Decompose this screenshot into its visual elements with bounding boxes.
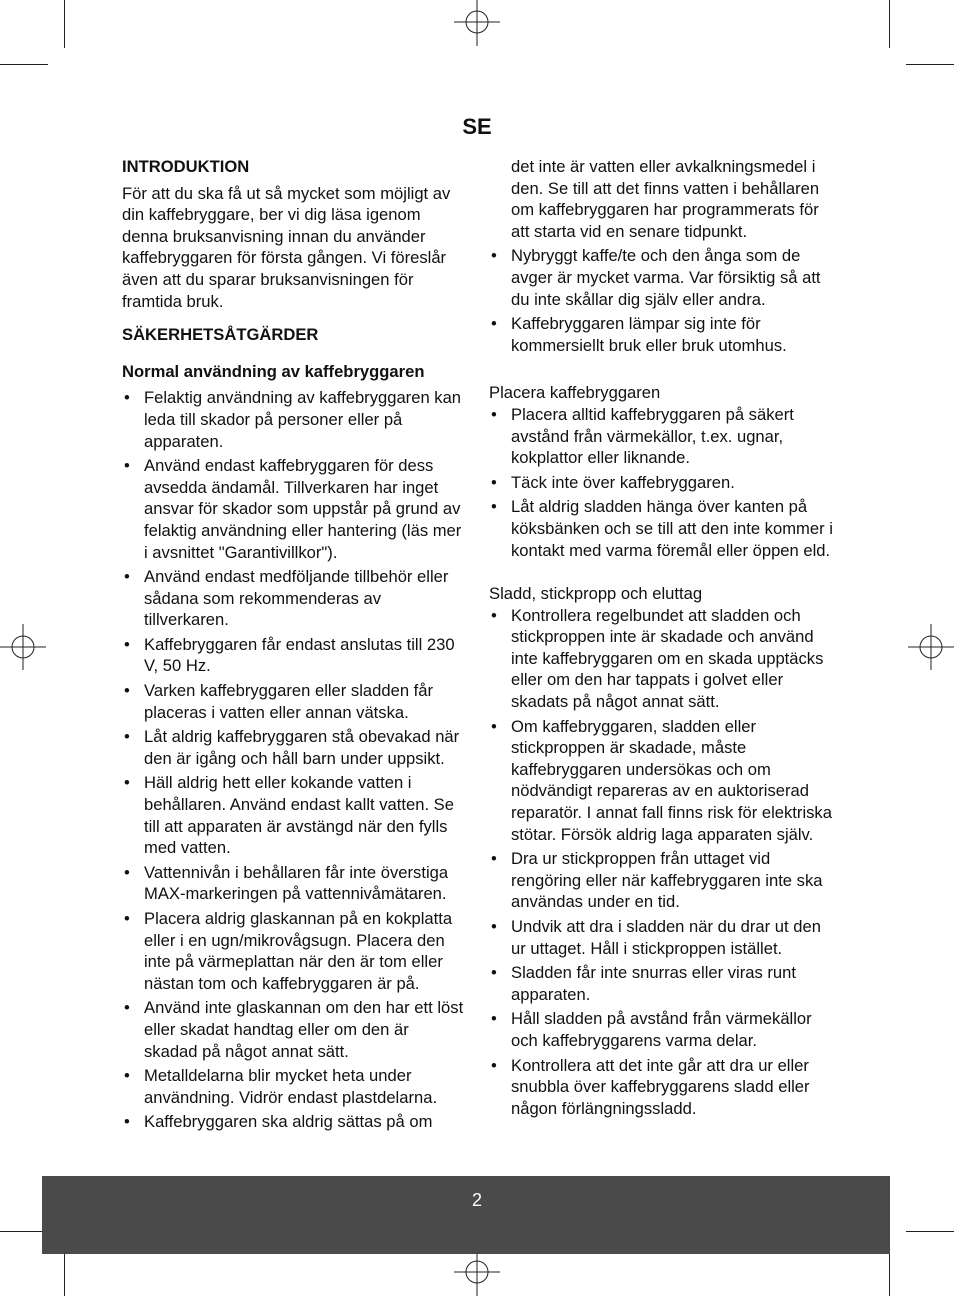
list-item: • Täck inte över kaffebryggaren. xyxy=(489,472,835,494)
registration-mark-top-icon xyxy=(454,0,500,46)
continued-paragraph: det inte är vatten eller avkalkningsmedel i den. Se till att det finns vatten i behållaren om kaffebryggaren har programmerats för att starta vid en senare tidpunkt. xyxy=(511,157,820,241)
list-item: • Placera aldrig glaskannan på en kokplatta eller i en ugn/mikrovågsugn. Placera den inte på värmeplattan när den är tom eller nästan tom och kaffebryggaren är på. xyxy=(122,908,464,994)
language-heading: SE xyxy=(462,114,492,139)
list-item: • Låt aldrig sladden hänga över kanten på köksbänken och se till att den inte kommer i kontakt med varma föremål eller öppen eld. xyxy=(489,496,835,561)
normal-use-list xyxy=(122,387,464,1133)
list-item: • Nybryggt kaffe/te och den ånga som de avger är mycket varma. Var försiktig så att du inte skållar dig själv eller andra. xyxy=(489,245,835,310)
list-item: • Använd inte glaskannan om den har ett löst eller skadat handtag eller om den är skadad på något annat sätt. xyxy=(122,997,464,1062)
list-item: • Undvik att dra i sladden när du drar ut den ur uttaget. Håll i stickproppen istället. xyxy=(489,916,835,959)
crop-mark-bottom-right-h xyxy=(906,1231,954,1232)
list-item: • Häll aldrig hett eller kokande vatten i behållaren. Använd endast kallt vatten. Se till att apparaten är avstängd när den fylls med vatten. xyxy=(122,772,464,858)
list-item: • Låt aldrig kaffebryggaren stå obevakad när den är igång och håll barn under uppsikt. xyxy=(122,726,464,769)
list-item: • Metalldelarna blir mycket heta under användning. Vidrör endast plastdelarna. xyxy=(122,1065,464,1108)
continued-list xyxy=(489,245,835,356)
list-item: • Kaffebryggaren ska aldrig sättas på om xyxy=(122,1111,464,1133)
list-item: • Placera alltid kaffebryggaren på säkert avstånd från värmekällor, t.ex. ugnar, kokplattor eller liknande. xyxy=(489,404,835,469)
placement-heading: Placera kaffebryggaren xyxy=(489,383,661,403)
crop-mark-top-right-h xyxy=(906,64,954,65)
registration-mark-bottom-icon xyxy=(454,1250,500,1296)
registration-mark-right-icon xyxy=(908,624,954,670)
list-item: • Kaffebryggaren får endast anslutas till 230 V, 50 Hz. xyxy=(122,634,464,677)
intro-heading: INTRODUKTION xyxy=(122,157,250,176)
cord-heading: Sladd, stickpropp och eluttag xyxy=(489,584,703,604)
cord-list xyxy=(489,605,835,1120)
right-column xyxy=(489,156,835,1135)
crop-mark-top-left-v xyxy=(64,0,65,48)
crop-mark-bottom-right-v xyxy=(889,1248,890,1296)
crop-mark-top-right-v xyxy=(889,0,890,48)
list-item: • Dra ur stickproppen från uttaget vid rengöring eller när kaffebryggaren inte ska användas under en tid. xyxy=(489,848,835,913)
list-item: • Varken kaffebryggaren eller sladden får placeras i vatten eller annan vätska. xyxy=(122,680,464,723)
list-item: • Använd endast medföljande tillbehör eller sådana som rekommenderas av tillverkaren. xyxy=(122,566,464,631)
intro-paragraph: För att du ska få ut så mycket som möjligt av din kaffebryggare, ber vi dig läsa igenom denna bruksanvisning innan du använder kaffebryggaren för första gången. Vi föreslår även att du sparar bruksanvisningen för framtida bruk. xyxy=(122,183,451,311)
list-item: • Använd endast kaffebryggaren för dess avsedda ändamål. Tillverkaren har inget ansvar för skador som uppstår på grund av felaktig användning eller hantering (läs mer i avsnittet "Garantivillkor"). xyxy=(122,455,464,563)
list-item: • Kontrollera regelbundet att sladden och stickproppen inte är skadade och använd inte kaffebryggaren om en skada upptäcks eller om den har tappats i golvet eller skadats på något annat sätt. xyxy=(489,605,835,713)
normal-use-heading: Normal användning av kaffebryggaren xyxy=(122,361,425,381)
list-item: • Sladden får inte snurras eller viras runt apparaten. xyxy=(489,962,835,1005)
page-number: 2 xyxy=(471,1190,482,1210)
footer-band xyxy=(42,1176,890,1254)
list-item: • Kontrollera att det inte går att dra ur eller snubbla över kaffebryggarens sladd eller någon förlängningssladd. xyxy=(489,1055,835,1120)
list-item: • Felaktig användning av kaffebryggaren kan leda till skador på personer eller på apparaten. xyxy=(122,387,464,452)
safety-heading: SÄKERHETSÅTGÄRDER xyxy=(122,325,319,345)
list-item: • Vattennivån i behållaren får inte överstiga MAX-markeringen på vattennivåmätaren. xyxy=(122,862,464,905)
registration-mark-left-icon xyxy=(0,624,46,670)
placement-list xyxy=(489,404,835,561)
crop-mark-bottom-left-v xyxy=(64,1248,65,1296)
list-item: • Om kaffebryggaren, sladden eller stickproppen är skadade, måste kaffebryggaren undersökas och om nödvändigt repareras av en auktoriserad reparatör. I annat fall finns risk för elektriska stötar. Försök aldrig laga apparaten själv. xyxy=(489,716,835,846)
crop-mark-bottom-left-h xyxy=(0,1231,48,1232)
list-item: • Håll sladden på avstånd från värmekällor och kaffebryggarens varma delar. xyxy=(489,1008,835,1051)
crop-mark-top-left-h xyxy=(0,64,48,65)
list-item: • Kaffebryggaren lämpar sig inte för kommersiellt bruk eller bruk utomhus. xyxy=(489,313,835,356)
left-column xyxy=(122,156,464,1149)
